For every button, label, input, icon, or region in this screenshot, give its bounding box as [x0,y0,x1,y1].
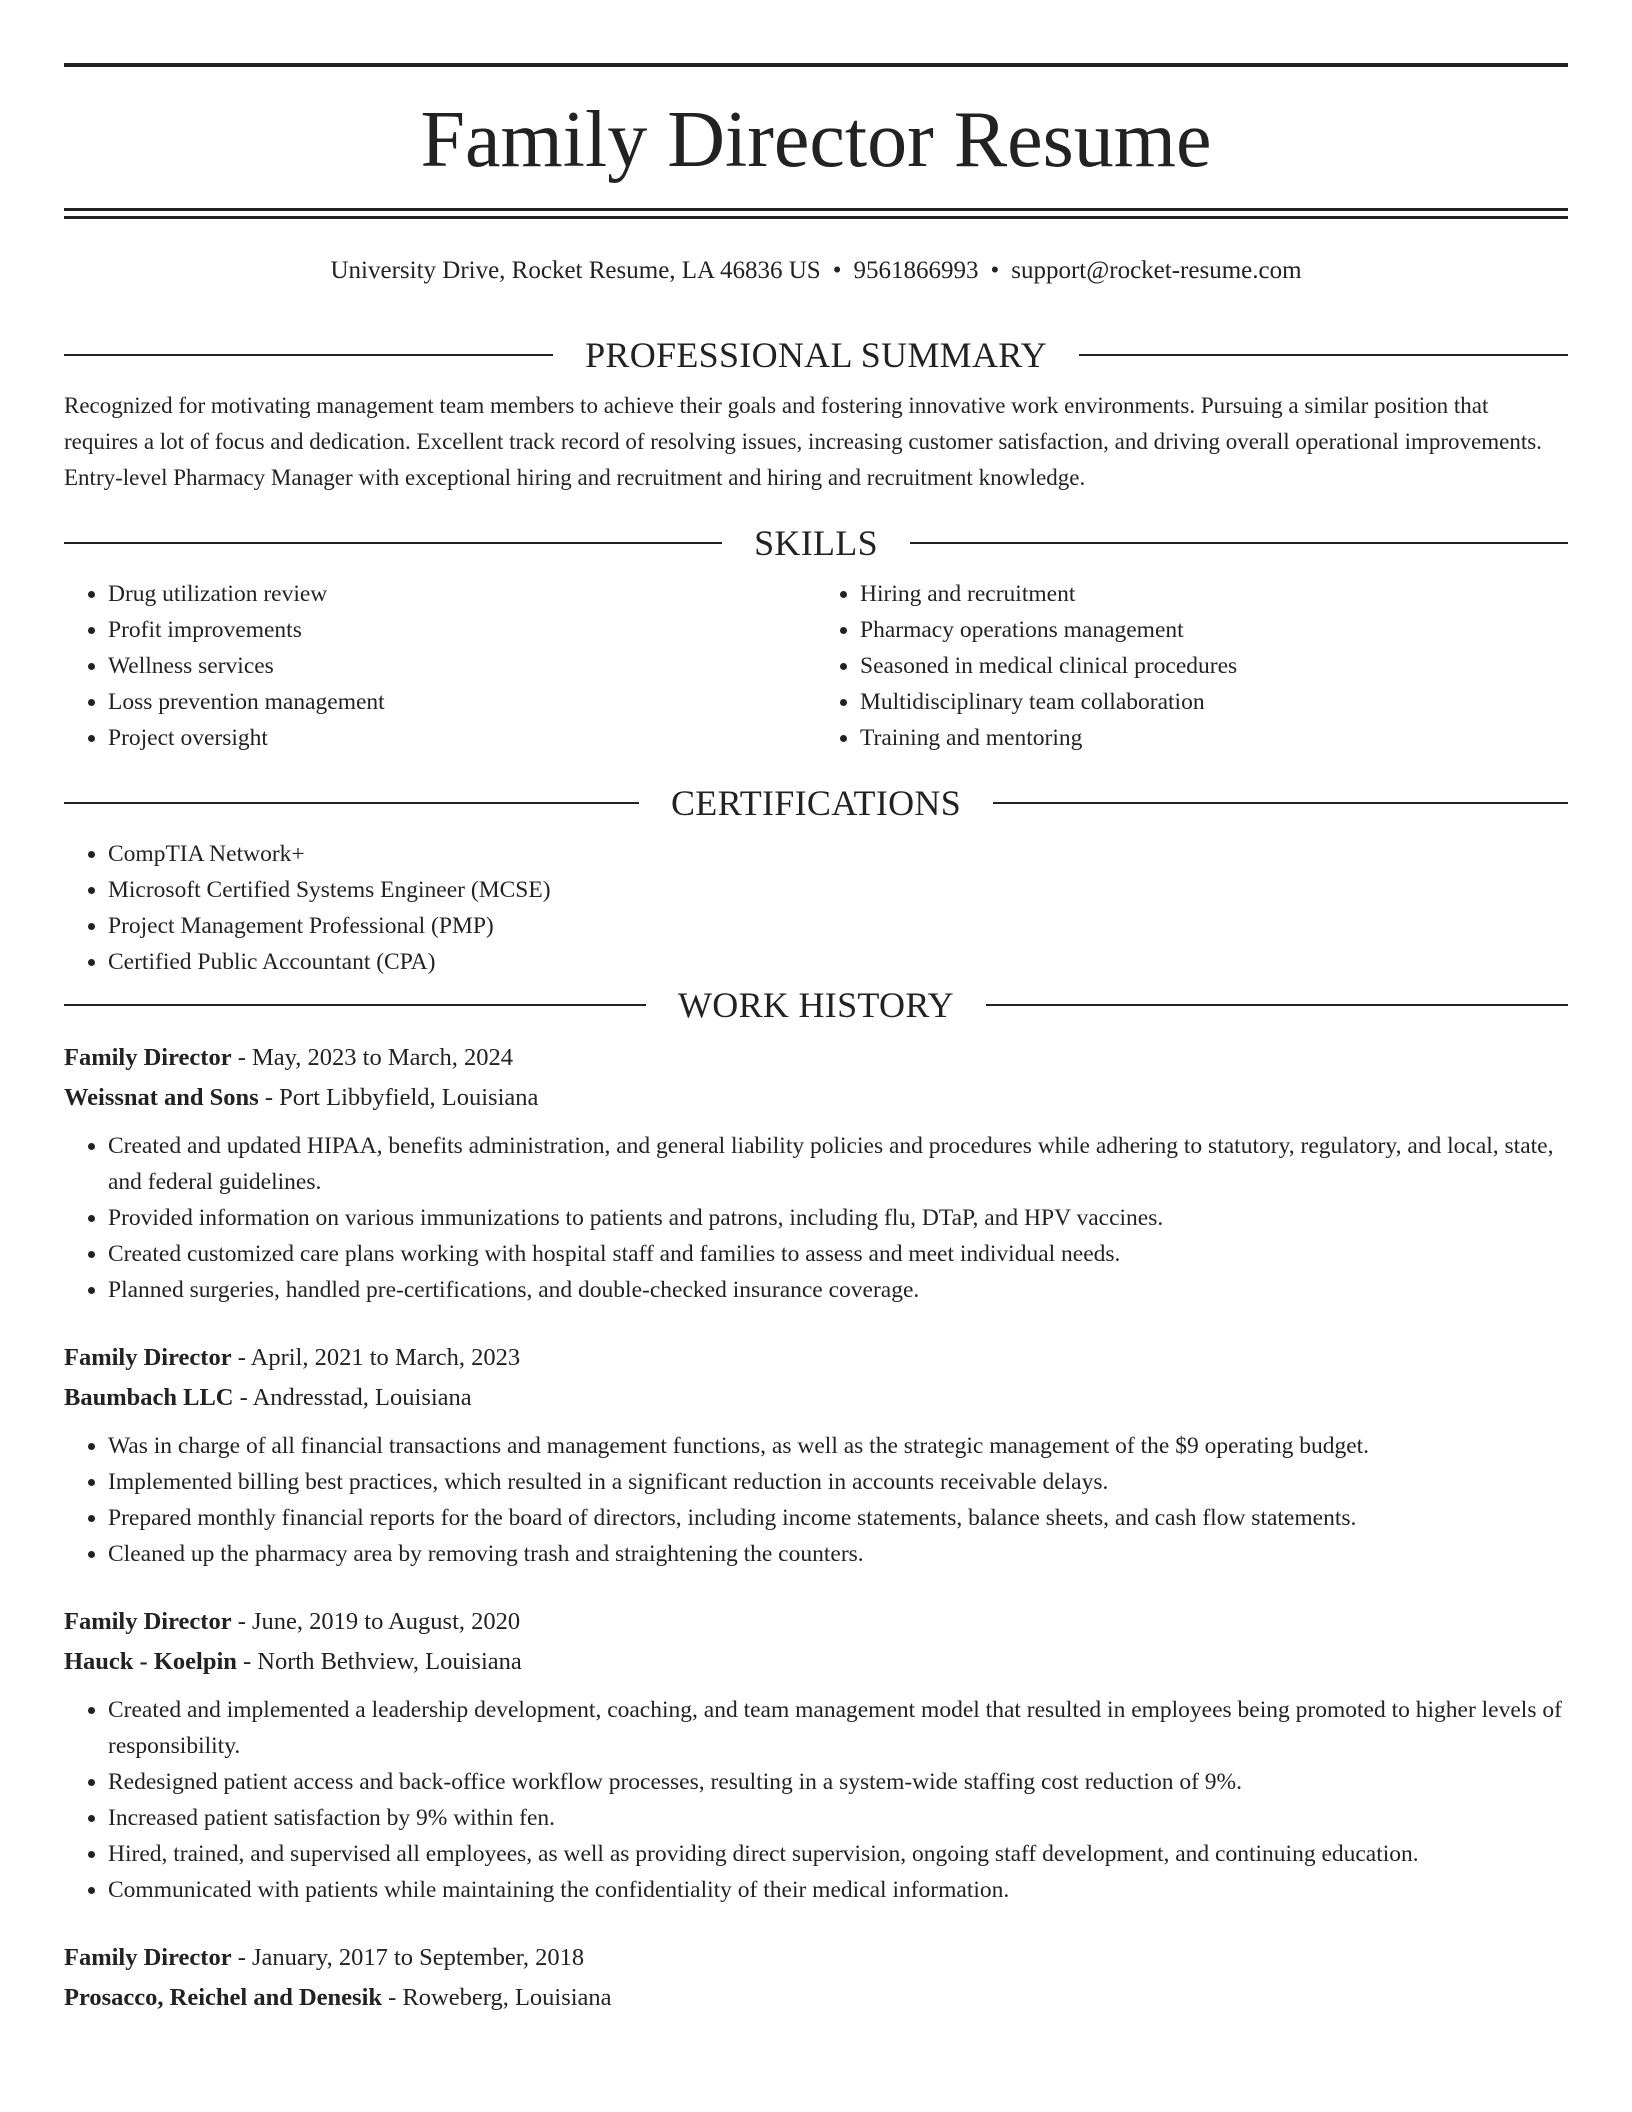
job-bullet: • Created customized care plans working with hospital staff and families to assess and meet individual needs. [108,1236,1568,1272]
job-company: Baumbach LLC [64,1384,234,1411]
job-title: Family Director [64,1344,232,1371]
contact-phone: 9561866993 [853,257,979,284]
skill-item: • Training and mentoring [860,720,1568,756]
job-entry [64,1038,1568,1308]
skills-left-list [64,576,816,756]
summary-text: Recognized for motivating management team members to achieve their goals and fostering innovative work environments. Pursuing a similar position that requires a lot of focus and dedication. Excellent track record of resolving issues, increasing customer satisfaction, and driving overall operational improvements. Entry-level Pharmacy Manager with exceptional hiring and recruitment and hiring and recruitment knowledge. [64,393,1542,490]
job-bullets [64,1428,1568,1572]
skill-item: • Hiring and recruitment [860,576,1568,612]
job-company-line [64,1642,1568,1682]
section-rule [64,542,722,544]
job-bullets [64,1128,1568,1308]
contact-line [64,254,1568,288]
job-company-line [64,1078,1568,1118]
job-bullet: • Increased patient satisfaction by 9% within fen. [108,1800,1568,1836]
job-entry [64,1938,1568,2018]
job-title-line [64,1038,1568,1078]
job-location: - Port Libbyfield, Louisiana [258,1084,539,1111]
job-title: Family Director [64,1608,232,1635]
section-title-skills: SKILLS [754,523,878,563]
job-bullet: • Was in charge of all financial transactions and management functions, as well as the strategic management of the $9 operating budget. [108,1428,1568,1464]
job-company-line [64,1978,1568,2018]
certification-item: • Certified Public Accountant (CPA) [108,944,1568,980]
job-title: Family Director [64,1044,232,1071]
skill-item: • Profit improvements [108,612,816,648]
job-location: - Andresstad, Louisiana [233,1384,472,1411]
section-header-summary [64,330,1568,380]
section-rule [910,542,1568,544]
skill-item: • Drug utilization review [108,576,816,612]
skills-grid [64,576,1568,756]
job-bullet: • Provided information on various immunizations to patients and patrons, including flu, DTaP, and HPV vaccines. [108,1200,1568,1236]
job-bullet: • Prepared monthly financial reports for the board of directors, including income statements, balance sheets, and cash flow statements. [108,1500,1568,1536]
job-dates: - January, 2017 to September, 2018 [231,1944,585,1971]
certification-item: • CompTIA Network+ [108,836,1568,872]
job-bullet: • Planned surgeries, handled pre-certifications, and double-checked insurance coverage. [108,1272,1568,1308]
job-bullet: • Created and updated HIPAA, benefits administration, and general liability policies and procedures while adhering to statutory, regulatory, and local, state, and federal guidelines. [108,1128,1568,1200]
job-bullet: • Communicated with patients while maintaining the confidentiality of their medical information. [108,1872,1568,1908]
job-dates: - April, 2021 to March, 2023 [231,1344,521,1371]
skill-item: • Project oversight [108,720,816,756]
certification-item: • Microsoft Certified Systems Engineer (MCSE) [108,872,1568,908]
skill-item: • Wellness services [108,648,816,684]
job-company: Weissnat and Sons [64,1084,259,1111]
section-header-skills [64,518,1568,568]
section-title-certifications: CERTIFICATIONS [670,783,962,823]
section-rule [986,1004,1568,1006]
job-bullet: • Implemented billing best practices, which resulted in a significant reduction in accounts receivable delays. [108,1464,1568,1500]
skills-right-list [816,576,1568,756]
job-bullet: • Created and implemented a leadership development, coaching, and team management model that resulted in employees being promoted to higher levels of responsibility. [108,1692,1568,1764]
job-dates: - June, 2019 to August, 2020 [231,1608,521,1635]
job-entry [64,1338,1568,1572]
job-location: - Roweberg, Louisiana [382,1984,612,2011]
job-company-line [64,1378,1568,1418]
contact-email: support@rocket-resume.com [1011,257,1302,284]
section-title-work: WORK HISTORY [678,985,954,1025]
section-rule [64,1004,646,1006]
certifications-list [64,836,1568,980]
contact-separator: • [832,257,842,284]
section-header-work [64,980,1568,1030]
job-company: Hauck - Koelpin [64,1648,237,1675]
job-title-line [64,1602,1568,1642]
skill-item: • Loss prevention management [108,684,816,720]
job-bullets [64,1692,1568,1908]
skill-item: • Pharmacy operations management [860,612,1568,648]
job-title-line [64,1938,1568,1978]
resume-content [64,330,1568,2048]
job-location: - North Bethview, Louisiana [236,1648,522,1675]
job-title-line [64,1338,1568,1378]
skill-item: • Multidisciplinary team collaboration [860,684,1568,720]
job-company: Prosacco, Reichel and Denesik [64,1984,383,2011]
section-rule [993,802,1568,804]
resume-title: Family Director Resume [420,96,1212,184]
contact-separator: • [990,257,1000,284]
title-double-rule [64,208,1568,219]
section-header-certifications [64,778,1568,828]
section-rule [64,802,639,804]
job-title: Family Director [64,1944,232,1971]
job-entry [64,1602,1568,1908]
skill-item: • Seasoned in medical clinical procedures [860,648,1568,684]
contact-address: University Drive, Rocket Resume, LA 46836 US [330,257,821,284]
job-bullet: • Redesigned patient access and back-office workflow processes, resulting in a system-wide staffing cost reduction of 9%. [108,1764,1568,1800]
section-rule [1079,354,1568,356]
section-rule [64,354,553,356]
work-history-list [64,1038,1568,2018]
job-dates: - May, 2023 to March, 2024 [231,1044,514,1071]
top-rule [64,63,1568,67]
section-title-summary: PROFESSIONAL SUMMARY [585,335,1047,375]
job-bullet: • Cleaned up the pharmacy area by removing trash and straightening the counters. [108,1536,1568,1572]
certification-item: • Project Management Professional (PMP) [108,908,1568,944]
job-bullet: • Hired, trained, and supervised all employees, as well as providing direct supervision, ongoing staff development, and continuing education. [108,1836,1568,1872]
